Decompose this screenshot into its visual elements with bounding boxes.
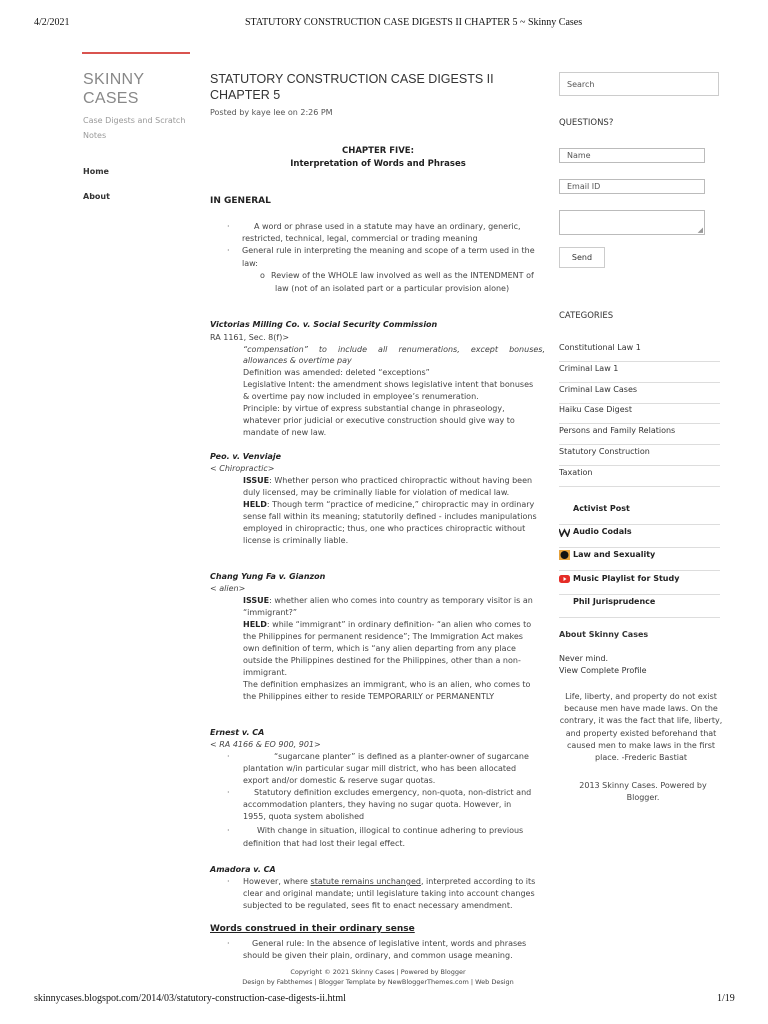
venviaje-held-4: license is criminally liable. [243,536,349,545]
amadora-line-3: subjected to be regulated, sees fit to enact necessary amendment. [243,901,513,910]
venviaje-held-1 [243,499,534,511]
held-label: HELD [243,500,267,509]
case-ref-ernest: < RA 4166 & EO 900, 901> [210,740,321,749]
post-title [210,71,510,103]
quote-line: caused men to make laws in the first [566,740,715,750]
categories-heading: CATEGORIES [559,311,614,321]
blog-favicon-icon [559,550,570,560]
questions-heading: QUESTIONS? [559,118,614,128]
gianzon-held-3: own definition of term, which is “any alien departing from any place [243,644,516,653]
case-title-venviaje: Peo. v. Venviaje [210,452,282,461]
issue-text: : Whether person who practiced chiropractic without having been [269,476,533,485]
ernest-point-3-line-2: definition that had lost their legal effect. [243,839,406,848]
victorias-quote-1: “compensation” to include all renumerations, except bonuses, [243,345,545,354]
blogroll-link[interactable] [559,572,720,595]
category-link[interactable]: Constitutional Law 1 [559,341,720,362]
venviaje-held-2: sense fall within its meaning; statutorily defined - includes manipulations [243,512,537,521]
case-ref-victorias: RA 1161, Sec. 8(f)> [210,333,290,342]
bullet: · [227,246,230,255]
amadora-line-2: clear and original mandate; until legislature taking into account changes [243,889,535,898]
copyright: Copyright © 2021 Skinny Cases | Powered by Blogger [290,968,466,976]
blogroll-link[interactable] [559,525,720,548]
case-title-ernest: Ernest v. CA [210,728,265,737]
print-date: 4/2/2021 [34,17,70,28]
sidebar-powered-line: Blogger. [626,793,660,802]
general-point-1-line-2: restricted, technical, legal, commercial or trading meaning [242,234,478,243]
print-url: skinnycases.blogspot.com/2014/03/statutory-construction-case-digests-ii.html [34,993,346,1004]
quote-line: place. -Frederic Bastiat [595,753,687,762]
bullet: · [227,222,230,231]
name-field[interactable]: Name [559,148,705,163]
print-title: STATUTORY CONSTRUCTION CASE DIGESTS II CHAPTER 5 ~ Skinny Cases [245,17,583,28]
site-tagline: Case Digests and Scratch Notes [83,116,186,140]
section-in-general: IN GENERAL [210,196,271,206]
amadora-text: However, where [243,877,311,886]
blogroll-link-label: Activist Post [573,504,630,513]
ernest-point-3-line-1: With change in situation, illogical to continue adhering to previous [257,826,524,835]
issue-label: ISSUE [243,596,270,605]
venviaje-issue-1 [243,475,532,487]
ordinary-line-2: should be given their plain, ordinary, and common usage meaning. [243,951,513,960]
blank-icon [559,504,570,514]
victorias-intent-1: Legislative Intent: the amendment shows legislative intent that bonuses [243,380,534,389]
email-field[interactable]: Email ID [559,179,705,194]
post-meta: Posted by kaye lee on 2:26 PM [210,108,333,117]
general-point-2-line-1: General rule in interpreting the meaning and scope of a term used in the [242,246,535,255]
held-text: : Though term “practice of medicine,” chiropractic may in ordinary [266,500,535,509]
bullet: · [227,788,230,797]
design-credits[interactable]: Design by Fabthemes | Blogger Template by NewBloggerThemes.com | Web Design [242,978,514,986]
nav-about-link[interactable]: About [83,192,110,201]
print-header [0,17,768,31]
nav-home-link[interactable]: Home [83,167,109,176]
blogroll-link[interactable] [559,548,720,571]
view-profile-link[interactable]: View Complete Profile [559,666,647,675]
quote-line: Life, liberty, and property do not exist [565,692,717,701]
gianzon-held-5: immigrant. [243,668,288,677]
site-brand[interactable] [83,70,193,108]
ernest-point-1-line-1: “sugarcane planter” is defined as a planter-owner of sugarcane [274,752,529,761]
ordinary-line-1: General rule: In the absence of legislative intent, words and phrases [252,939,527,948]
general-subpoint-line-1: Review of the WHOLE law involved as well as the INTENDMENT of [271,271,534,280]
gianzon-issue-2: “immigrant?” [243,608,298,617]
bullet: · [227,939,230,948]
blogroll-link-label: Phil Jurisprudence [573,597,656,606]
victorias-quote-2: allowances & overtime pay [243,356,352,365]
venviaje-issue-2: duly licensed, may be criminally liable for violation of medical law. [243,488,510,497]
issue-label: ISSUE [243,476,270,485]
blogroll-link-label: Law and Sexuality [573,550,656,559]
post-title-line-1: STATUTORY CONSTRUCTION CASE DIGESTS II [210,72,494,86]
post-title-line-2: CHAPTER 5 [210,88,281,102]
section-ordinary-sense: Words construed in their ordinary sense [210,924,415,934]
category-link[interactable]: Taxation [559,466,720,487]
general-point-1-line-1: A word or phrase used in a statute may have an ordinary, generic, [254,222,521,231]
chapter-subheading: Interpretation of Words and Phrases [290,159,466,169]
accent-bar [82,52,190,54]
ernest-point-2-line-3: 1955, quota system abolished [243,812,365,821]
bullet: · [227,752,230,761]
general-point-2-line-2: law: [242,259,258,268]
blank-icon [559,597,570,607]
issue-text: : whether alien who comes into country as temporary visitor is an [269,596,533,605]
send-button[interactable]: Send [559,247,605,268]
case-title-victorias: Victorias Milling Co. v. Social Security Commission [210,320,438,329]
blogroll-link-label: Music Playlist for Study [573,574,680,583]
ernest-point-1-line-2: plantation w/in particular sugar mill district, who has been allocated [243,764,517,773]
held-label: HELD [243,620,267,629]
ernest-point-2-line-2: accommodation planters, they having no sugar quota. However, in [243,800,512,809]
message-textarea[interactable] [559,210,705,235]
quote-line: because men have made laws. On the [564,704,718,714]
category-link[interactable]: Haiku Case Digest [559,403,720,424]
general-subpoint-line-2: law (not of an isolated part or a particular provision alone) [275,284,510,293]
audio-wave-icon [559,527,570,537]
victorias-principle-1: Principle: by virtue of express substantial change in phraseology, [243,404,505,413]
gianzon-def-1: The definition emphasizes an immigrant, who is an alien, who comes to [243,680,531,689]
ernest-point-1-line-3: export and/or domestic & reserve sugar quotas. [243,776,436,785]
search-input[interactable]: Search [559,72,719,96]
held-text: : while “immigrant” in ordinary definition- “an alien who comes to [266,620,532,629]
print-page-number: 1/19 [717,993,735,1004]
victorias-principle-3: mandate of new law. [243,428,327,437]
quote-line: and property existed beforehand that [565,728,717,738]
victorias-principle-2: whatever prior judicial or executive construction should give way to [243,416,515,425]
venviaje-held-3: employed in chiropractic; thus, one who practices chiropractic without [243,524,526,533]
category-link[interactable]: Criminal Law 1 [559,362,720,383]
category-link[interactable]: Criminal Law Cases [559,383,720,404]
brand-line-2: CASES [83,90,139,107]
youtube-icon [559,574,570,584]
bullet: · [227,877,230,886]
case-ref-venviaje: < Chiropractic> [210,464,275,473]
case-title-amadora: Amadora v. CA [210,865,276,874]
category-link[interactable]: Statutory Construction [559,445,720,466]
amadora-text: , interpreted according to its [420,877,536,886]
amadora-line-1 [243,876,535,888]
gianzon-held-1 [243,619,531,631]
victorias-amended: Definition was amended: deleted “exceptions” [243,368,430,377]
gianzon-held-4: outside the Philippines destined for the Philippines, other than a non- [243,656,521,665]
brand-line-1: SKINNY [83,71,145,88]
ernest-point-2-line-1: Statutory definition excludes emergency, non-quota, non-district and [254,788,532,797]
gianzon-def-2: the Philippines either to reside TEMPORARILY or PERMANENTLY [243,692,495,701]
case-ref-gianzon: < alien> [210,584,246,593]
gianzon-issue-1 [243,595,533,607]
bullet: · [227,826,230,835]
sub-bullet: o [260,271,265,280]
quote-line: contrary, it was the fact that life, liberty, [559,716,723,726]
blogroll-link-label: Audio Codals [573,527,632,536]
victorias-intent-2: & overtime pay now included in employee’s renumeration. [243,392,479,401]
chapter-heading: CHAPTER FIVE: [341,146,415,156]
gianzon-held-2: the Philippines for permanent residence”; The Immigration Act makes [243,632,523,641]
category-link[interactable]: Persons and Family Relations [559,424,720,445]
blogroll-link[interactable] [559,595,720,618]
case-title-gianzon: Chang Yung Fa v. Gianzon [210,572,326,581]
resize-handle-icon[interactable]: ◢ [697,226,703,234]
sidebar-powered-line: 2013 Skinny Cases. Powered by [579,781,707,790]
about-text: Never mind. [559,654,609,663]
blogroll-link[interactable] [559,502,720,525]
about-heading: About Skinny Cases [559,630,649,639]
amadora-underlined-text: statute remains unchanged [310,877,421,886]
